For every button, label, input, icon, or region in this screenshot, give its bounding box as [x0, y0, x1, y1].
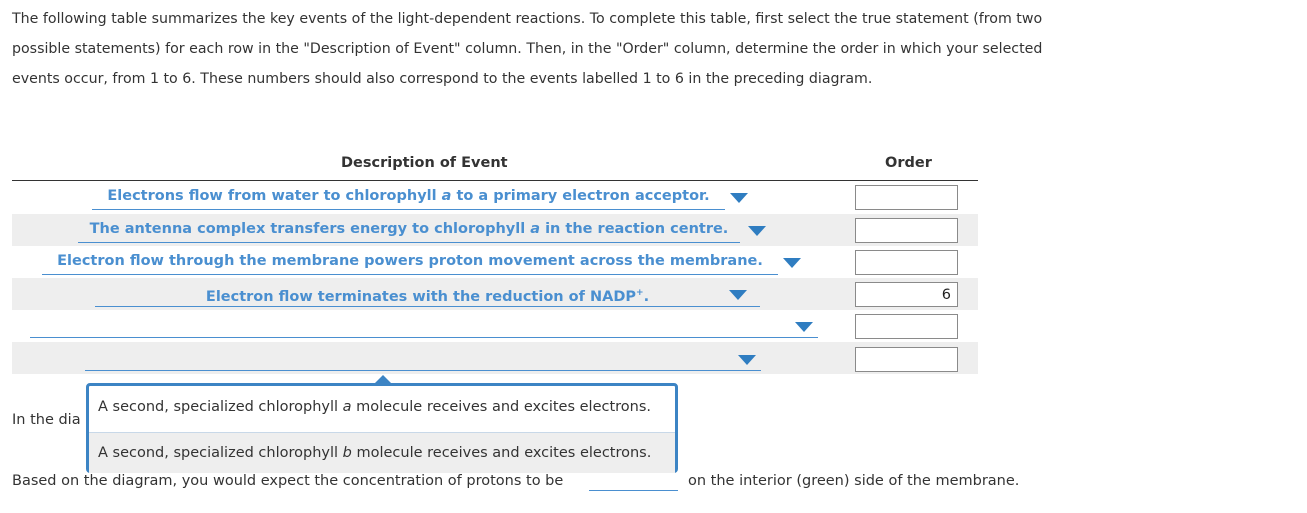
instructions-line-1: The following table summarizes the key events of the light-dependent reactions. To complete this table, first select the true statement (from two	[12, 11, 1043, 27]
chevron-down-icon[interactable]	[748, 226, 766, 236]
order-input-5[interactable]	[855, 314, 958, 339]
order-input-2[interactable]	[855, 218, 958, 243]
column-header-description: Description of Event	[341, 155, 508, 171]
order-input-3[interactable]	[855, 250, 958, 275]
column-header-order: Order	[885, 155, 932, 171]
instructions-line-3: events occur, from 1 to 6. These numbers should also correspond to the events labelled 1 to 6 in the preceding diagram.	[12, 71, 873, 87]
chevron-down-icon[interactable]	[795, 322, 813, 332]
question-2-prefix: Based on the diagram, you would expect the concentration of protons to be	[12, 473, 564, 489]
event-select-6[interactable]	[85, 346, 761, 371]
event-select-3[interactable]	[42, 250, 778, 275]
chevron-down-icon[interactable]	[738, 355, 756, 365]
event-select-1[interactable]	[92, 185, 725, 210]
event-select-2-value: The antenna complex transfers energy to chlorophyll a in the reaction centre.	[89, 221, 729, 237]
event-select-4-value: Electron flow terminates with the reduction of NADP+.	[205, 288, 650, 305]
instructions	[12, 4, 1122, 94]
header-divider	[12, 180, 978, 181]
dropdown-popup	[86, 383, 678, 473]
question-1-prefix: In the dia	[12, 412, 81, 428]
event-select-2[interactable]	[78, 218, 740, 243]
event-select-1-value: Electrons flow from water to chlorophyll a to a primary electron acceptor.	[107, 188, 710, 204]
dropdown-option-1[interactable]: A second, specialized chlorophyll a molecule receives and excites electrons.	[98, 399, 652, 415]
chevron-down-icon[interactable]	[783, 258, 801, 268]
instructions-line-2: possible statements) for each row in the "Description of Event" column. Then, in the "Order" column, determine the order in which your selected	[12, 41, 1043, 57]
popup-pointer	[375, 375, 391, 383]
event-select-5[interactable]	[30, 313, 818, 338]
dropdown-option-2[interactable]: A second, specialized chlorophyll b molecule receives and excites electrons.	[89, 432, 675, 473]
order-input-4[interactable]	[855, 282, 958, 307]
question-2-suffix: on the interior (green) side of the membrane.	[688, 473, 1020, 489]
event-select-4[interactable]	[95, 282, 760, 307]
chevron-down-icon[interactable]	[729, 290, 747, 300]
order-input-6[interactable]	[855, 347, 958, 372]
chevron-down-icon[interactable]	[730, 193, 748, 203]
order-input-1[interactable]	[855, 185, 958, 210]
event-select-3-value: Electron flow through the membrane powers proton movement across the membrane.	[57, 253, 763, 269]
